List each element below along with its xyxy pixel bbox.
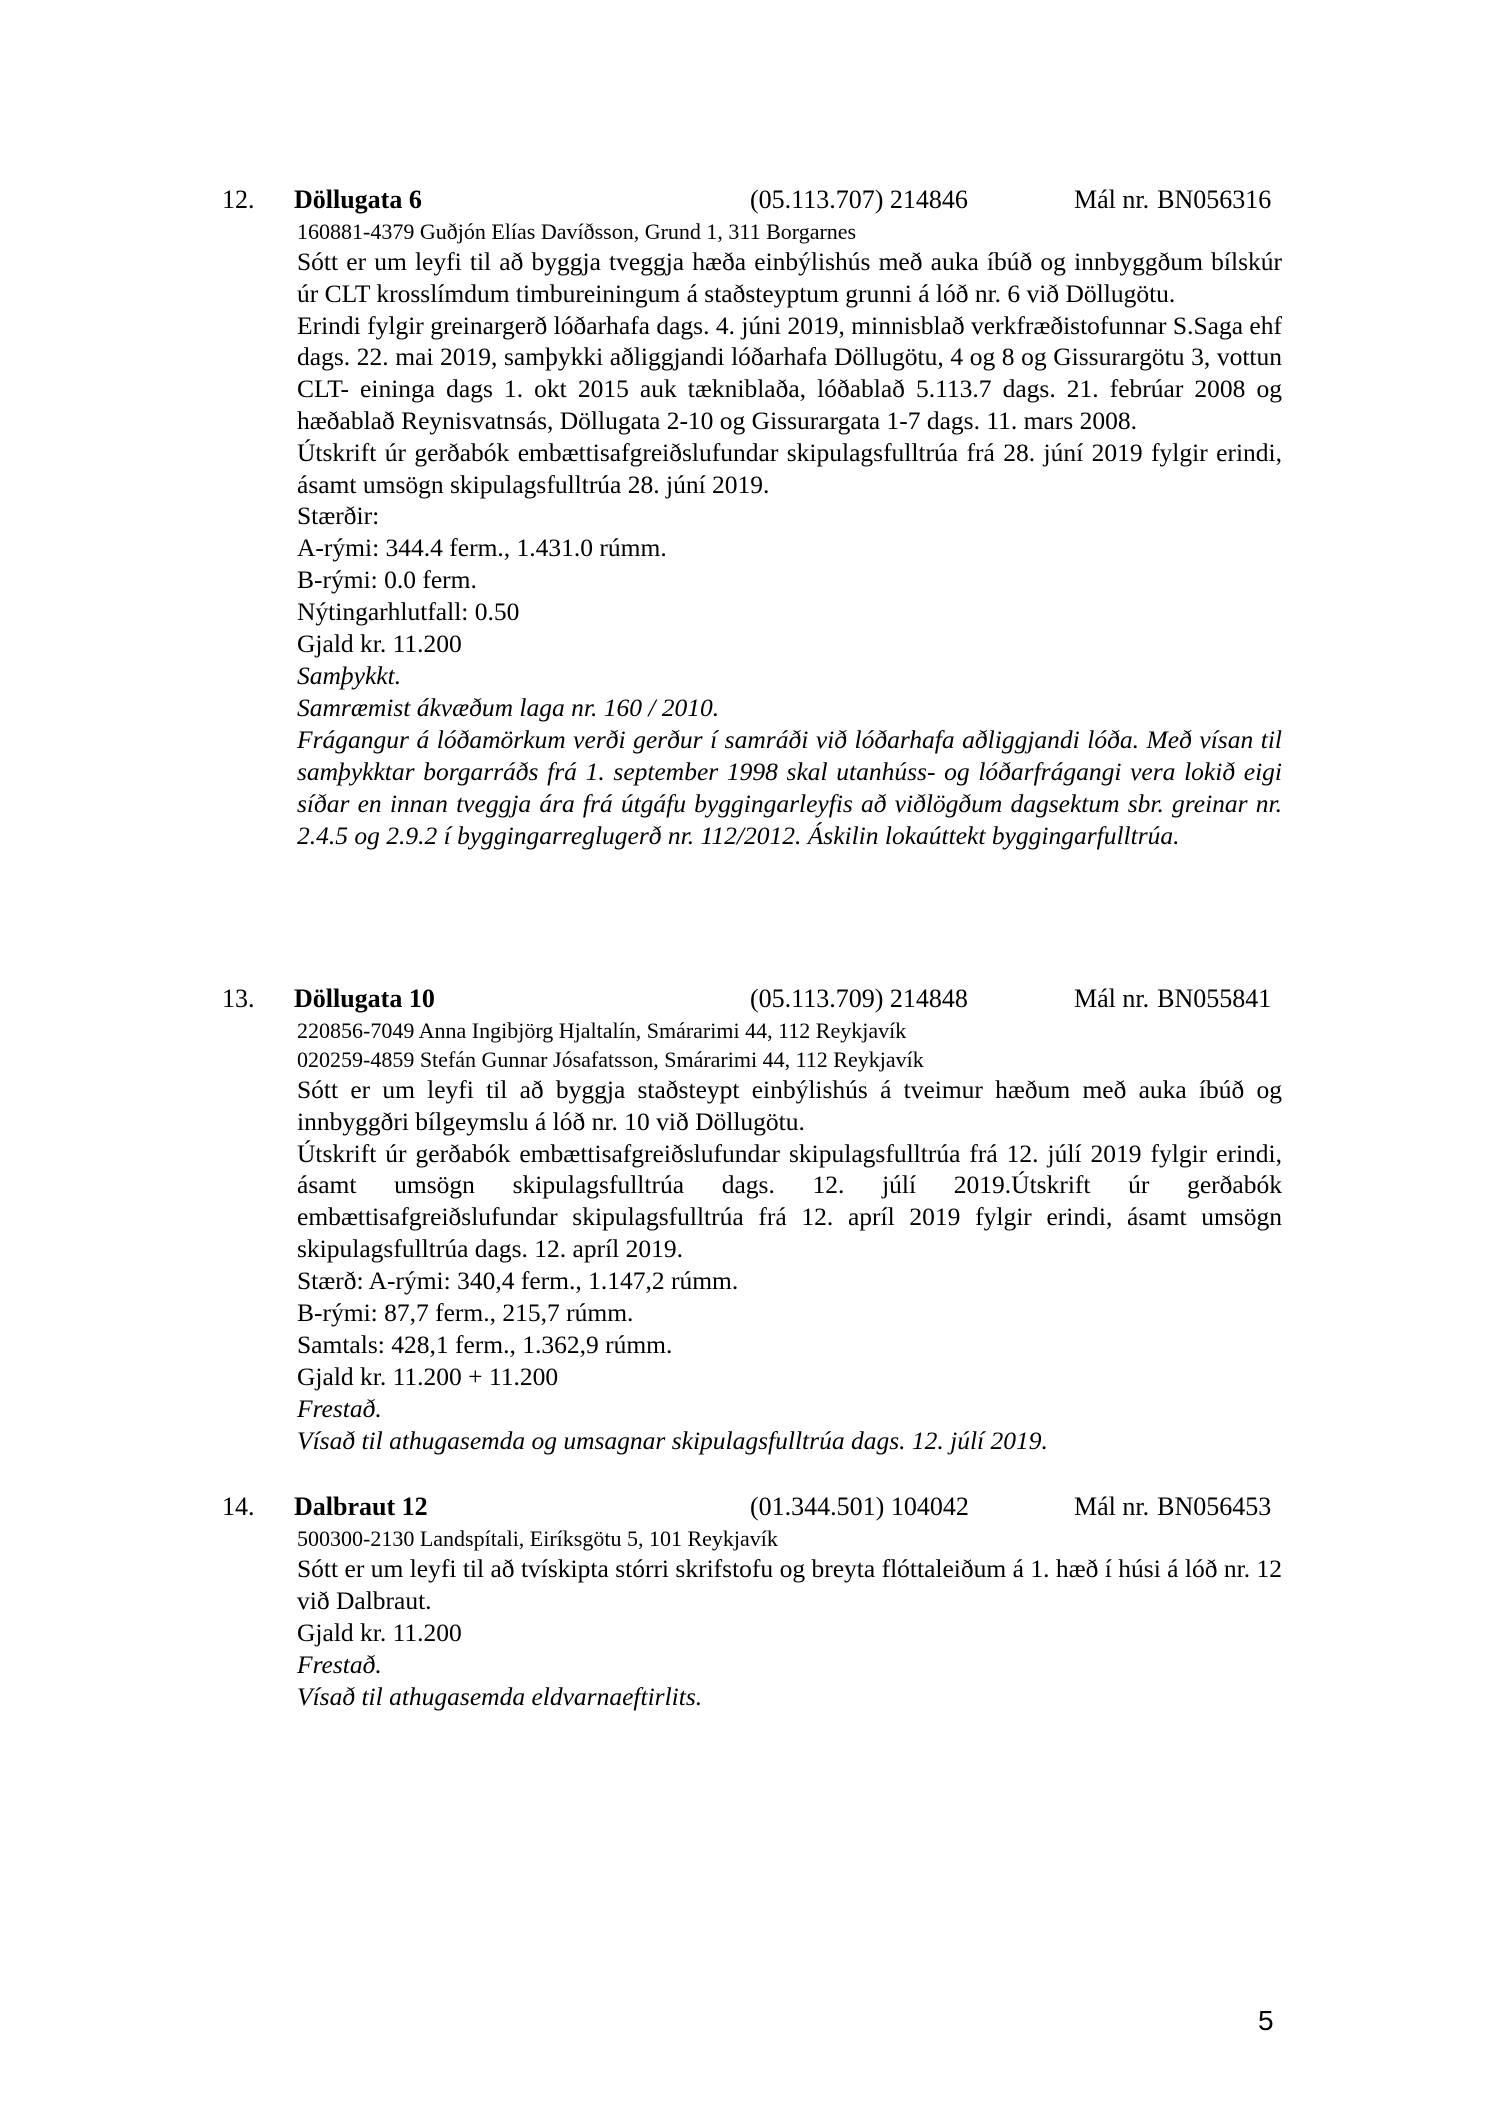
fee-line: Gjald kr. 11.200: [297, 1617, 462, 1647]
case-id: [1074, 1490, 1271, 1524]
case-id: [1074, 982, 1271, 1016]
applicant: 020259-4859 Stefán Gunnar Jósafatsson, Smárarimi 44, 112 Reykjavík: [297, 1047, 924, 1072]
case-entry: [222, 1490, 1282, 1713]
minutes-paragraph: Útskrift úr gerðabók embættisafgreiðslufundar skipulagsfulltrúa frá 12. júlí 2019 fylgir erindi, ásamt umsögn skipulagsfulltrúa dags. 12. júlí 2019.Útskrift úr gerðabók embættisafgreiðslufundar skipulagsfulltrúa frá 12. apríl 2019 fylgir erindi, ásamt umsögn skipulagsfulltrúa dags. 12. apríl 2019.: [297, 1138, 1282, 1263]
size-line: A-rými: 344.4 ferm., 1.431.0 rúmm.: [297, 533, 667, 563]
case-header: [222, 183, 1282, 217]
case-body: [297, 217, 1282, 852]
size-line: Stærð: A-rými: 340,4 ferm., 1.147,2 rúmm.: [297, 1265, 739, 1295]
decision-note: Frágangur á lóðamörkum verði gerður í samráði við lóðarhafa aðliggjandi lóða. Með vísan til samþykktar borgarráðs frá 1. september 1998 skal utanhúss- og lóðarfrágangi vera lokið eigi síðar en innan tveggja ára frá útgáfu byggingarleyfis að viðlögðum dagsektum sbr. greinar nr. 2.4.5 og 2.9.2 í byggingarreglugerð nr. 112/2012. Áskilin lokaúttekt byggingarfulltrúa.: [297, 725, 1282, 850]
size-total-line: Samtals: 428,1 ferm., 1.362,9 rúmm.: [297, 1329, 673, 1359]
description-paragraph: Sótt er um leyfi til að tvískipta stórri skrifstofu og breyta flóttaleiðum á 1. hæð í húsi á lóð nr. 12 við Dalbraut.: [297, 1554, 1282, 1615]
size-heading: Stærðir:: [297, 501, 380, 531]
case-id-label: Mál nr.: [1074, 1492, 1150, 1521]
applicant: 220856-7049 Anna Ingibjörg Hjaltalín, Smárarimi 44, 112 Reykjavík: [297, 1018, 907, 1043]
minutes-paragraph: Útskrift úr gerðabók embættisafgreiðslufundar skipulagsfulltrúa frá 28. júní 2019 fylgir erindi, ásamt umsögn skipulagsfulltrúa 28. júní 2019.: [297, 437, 1282, 499]
fee-line: Gjald kr. 11.200: [297, 629, 462, 659]
size-line: B-rými: 87,7 ferm., 215,7 rúmm.: [297, 1297, 634, 1327]
applicant: 500300-2130 Landspítali, Eiríksgötu 5, 101 Reykjavík: [297, 1526, 778, 1551]
case-number: 12.: [222, 185, 255, 214]
case-entry: [222, 982, 1282, 1457]
fee-line: Gjald kr. 11.200 + 11.200: [297, 1361, 559, 1391]
case-title: Döllugata 6: [294, 185, 422, 214]
decision: Samþykkt.: [297, 661, 402, 691]
case-reference: (05.113.709) 214848: [750, 984, 968, 1013]
case-id: [1074, 183, 1271, 217]
case-header: [222, 982, 1282, 1016]
utilization-line: Nýtingarhlutfall: 0.50: [297, 597, 520, 627]
applicant: 160881-4379 Guðjón Elías Davíðsson, Grund 1, 311 Borgarnes: [297, 219, 857, 244]
description-paragraph: Sótt er um leyfi til að byggja tveggja hæða einbýlishús með auka íbúð og innbyggðum bílskúr úr CLT krosslímdum timbureiningum á staðsteyptum grunni á lóð nr. 6 við Döllugötu.: [297, 247, 1282, 308]
description-paragraph: Sótt er um leyfi til að byggja staðsteypt einbýlishús á tveimur hæðum með auka íbúð og innbyggðri bílgeymslu á lóð nr. 10 við Döllugötu.: [297, 1075, 1282, 1136]
case-body: [297, 1016, 1282, 1457]
case-number: 13.: [222, 984, 255, 1013]
decision-note: Vísað til athugasemda og umsagnar skipulagsfulltrúa dags. 12. júlí 2019.: [297, 1425, 1048, 1455]
case-reference: (05.113.707) 214846: [750, 185, 968, 214]
decision: Frestað.: [297, 1649, 382, 1679]
case-id-number: BN056453: [1157, 1492, 1272, 1521]
decision: Frestað.: [297, 1393, 382, 1423]
attachments-paragraph: Erindi fylgir greinargerð lóðarhafa dags. 4. júni 2019, minnisblað verkfræðistofunnar S.Saga ehf dags. 22. mai 2019, samþykki aðliggjandi lóðarhafa Döllugötu, 4 og 8 og Gissurargötu 3, vottun CLT- eininga dags 1. okt 2015 auk tækniblaða, lóðablað 5.113.7 dags. 21. febrúar 2008 og hæðablað Reynisvatnsás, Döllugata 2-10 og Gissurargata 1-7 dags. 11. mars 2008.: [297, 310, 1282, 435]
case-body: [297, 1524, 1282, 1713]
decision-note: Vísað til athugasemda eldvarnaeftirlits.: [297, 1681, 703, 1711]
case-number: 14.: [222, 1492, 255, 1521]
case-title: Döllugata 10: [294, 984, 435, 1013]
case-id-number: BN056316: [1157, 185, 1272, 214]
size-line: B-rými: 0.0 ferm.: [297, 565, 477, 595]
case-id-label: Mál nr.: [1074, 984, 1150, 1013]
case-title: Dalbraut 12: [294, 1492, 428, 1521]
case-entry: [222, 183, 1282, 852]
page-number: 5: [1258, 2005, 1274, 2036]
case-reference: (01.344.501) 104042: [750, 1492, 969, 1521]
case-header: [222, 1490, 1282, 1524]
case-id-number: BN055841: [1157, 984, 1272, 1013]
case-id-label: Mál nr.: [1074, 185, 1150, 214]
decision-note: Samræmist ákvæðum laga nr. 160 / 2010.: [297, 693, 720, 723]
